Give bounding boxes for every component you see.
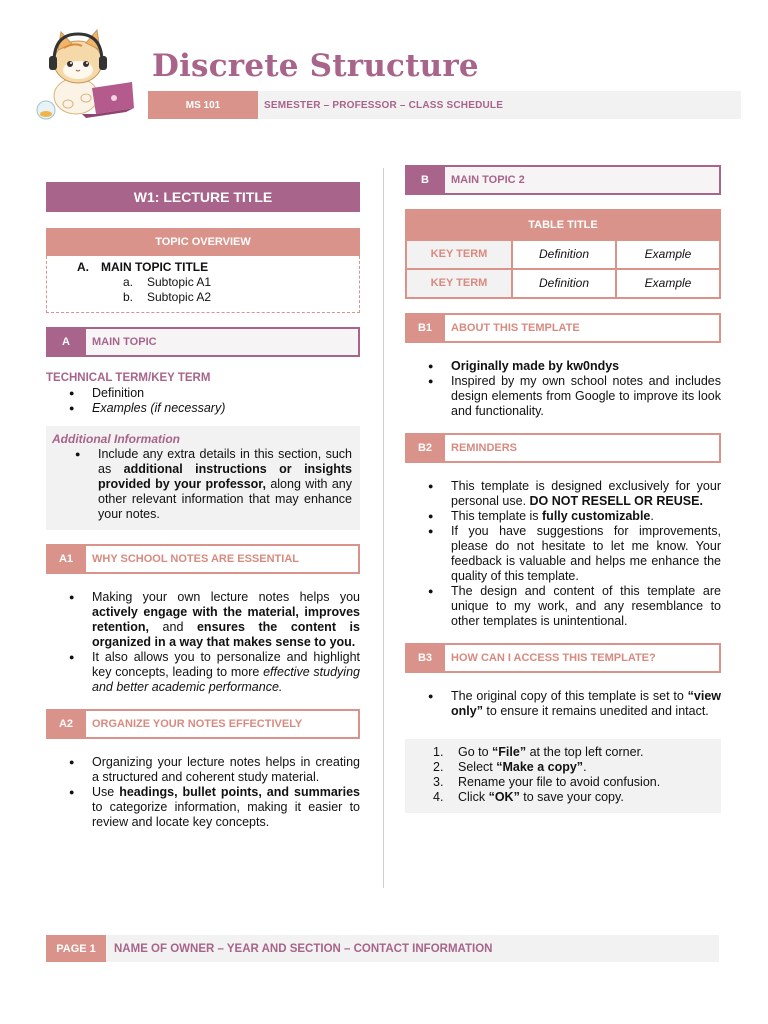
page-footer <box>46 935 719 962</box>
key-term-table <box>405 209 721 299</box>
overview-main-title: MAIN TOPIC TITLE <box>101 260 209 274</box>
overview-sub-marker: a. <box>123 275 134 289</box>
topic-overview-body <box>46 256 360 313</box>
section-b3-tag: B3 <box>405 643 445 673</box>
steps-box <box>405 739 721 813</box>
topic-overview <box>46 228 360 313</box>
additional-info-box <box>46 426 360 530</box>
table-cell-term: KEY TERM <box>407 241 511 268</box>
topic-overview-heading: TOPIC OVERVIEW <box>46 228 360 256</box>
overview-main-marker: A. <box>77 260 89 274</box>
table-cell-definition: Definition <box>511 241 615 268</box>
additional-info-title: Additional Information <box>52 432 180 446</box>
steps-list <box>405 745 715 805</box>
list-item: ● Making your own lecture notes helps you actively engage with the material, improves retention, and ensures the content is organized in a way that makes sense to you. <box>46 590 360 650</box>
section-b1-tag: B1 <box>405 313 445 343</box>
list-item: ● The original copy of this template is set to “view only” to ensure it remains unedited and intact. <box>405 689 721 719</box>
key-term-list <box>46 386 360 416</box>
table-cell-term: KEY TERM <box>407 270 511 297</box>
list-item: ● Include any extra details in this section, such as additional instructions or insights provided by your professor, along with any other relevant information that may enhance your notes. <box>52 447 352 522</box>
section-b-header <box>405 165 721 195</box>
section-b-label: MAIN TOPIC 2 <box>445 165 721 195</box>
right-column <box>405 165 721 813</box>
list-item: ● Examples (if necessary) <box>46 401 360 416</box>
column-divider <box>383 168 384 888</box>
course-info: SEMESTER – PROFESSOR – CLASS SCHEDULE <box>264 99 504 111</box>
document-title: Discrete Structure <box>152 48 479 84</box>
list-item: ● Use headings, bullet points, and summaries to categorize information, making it easier to review and locate key concepts. <box>46 785 360 830</box>
list-item: ● Definition <box>46 386 360 401</box>
step-item: 2. Select “Make a copy”. <box>433 760 587 774</box>
section-b2-tag: B2 <box>405 433 445 463</box>
course-code: MS 101 <box>148 91 258 119</box>
list-item: ● This template is fully customizable. <box>405 509 721 524</box>
section-a2-list <box>46 755 360 830</box>
list-item: ● This template is designed exclusively for your personal use. DO NOT RESELL OR REUSE. <box>405 479 721 509</box>
overview-sub-text: Subtopic A2 <box>147 290 212 304</box>
list-item: ● If you have suggestions for improvements, please do not hesitate to let me know. Your feedback is valuable and helps me enhance the quality of this template. <box>405 524 721 584</box>
section-a-header <box>46 327 360 357</box>
table-cell-definition: Definition <box>511 270 615 297</box>
list-item: ● Organizing your lecture notes helps in creating a structured and coherent study material. <box>46 755 360 785</box>
section-b3-list <box>405 689 721 719</box>
overview-sub-marker: b. <box>123 290 134 304</box>
section-a2-header <box>46 709 360 739</box>
footer-info: NAME OF OWNER – YEAR AND SECTION – CONTACT INFORMATION <box>114 942 493 955</box>
section-b3-label: HOW CAN I ACCESS THIS TEMPLATE? <box>445 643 721 673</box>
overview-subtopic <box>77 275 349 290</box>
list-item: ● Inspired by my own school notes and includes design elements from Google to improve its look and functionality. <box>405 374 721 419</box>
list-item: ● It also allows you to personalize and highlight key concepts, leading to more effective studying and better academic performance. <box>46 650 360 695</box>
section-a2-tag: A2 <box>46 709 86 739</box>
table-title: TABLE TITLE <box>407 211 719 239</box>
section-b1-label: ABOUT THIS TEMPLATE <box>445 313 721 343</box>
overview-subtopic <box>77 290 349 305</box>
course-bar <box>148 91 741 119</box>
section-b1-list <box>405 359 721 419</box>
section-b1-header <box>405 313 721 343</box>
overview-sub-text: Subtopic A1 <box>147 275 212 289</box>
table-cell-example: Example <box>615 270 719 297</box>
list-item: ● The design and content of this template are unique to my work, and any resemblance to other templates is unintentional. <box>405 584 721 629</box>
section-a1-list <box>46 590 360 695</box>
step-item: 4. Click “OK” to save your copy. <box>433 790 624 804</box>
section-b3-header <box>405 643 721 673</box>
list-item: ● Originally made by kw0ndys <box>405 359 721 374</box>
table-row <box>407 268 719 297</box>
page-number: PAGE 1 <box>46 935 106 962</box>
table-cell-example: Example <box>615 241 719 268</box>
additional-info-list <box>52 447 352 522</box>
table-row <box>407 239 719 268</box>
key-term-heading: TECHNICAL TERM/KEY TERM <box>46 372 211 384</box>
left-column <box>46 182 360 830</box>
overview-main-topic <box>77 260 349 275</box>
section-b2-label: REMINDERS <box>445 433 721 463</box>
section-a1-header <box>46 544 360 574</box>
cat-with-headphones-laptop-icon <box>34 22 138 122</box>
section-a1-tag: A1 <box>46 544 86 574</box>
section-a2-label: ORGANIZE YOUR NOTES EFFECTIVELY <box>86 709 360 739</box>
section-a-tag: A <box>46 327 86 357</box>
week-title: W1: LECTURE TITLE <box>46 182 360 212</box>
section-b-tag: B <box>405 165 445 195</box>
step-item: 3. Rename your file to avoid confusion. <box>433 775 661 789</box>
section-a1-label: WHY SCHOOL NOTES ARE ESSENTIAL <box>86 544 360 574</box>
step-item: 1. Go to “File” at the top left corner. <box>433 745 644 759</box>
section-a-label: MAIN TOPIC <box>86 327 360 357</box>
section-b2-list <box>405 479 721 629</box>
section-b2-header <box>405 433 721 463</box>
